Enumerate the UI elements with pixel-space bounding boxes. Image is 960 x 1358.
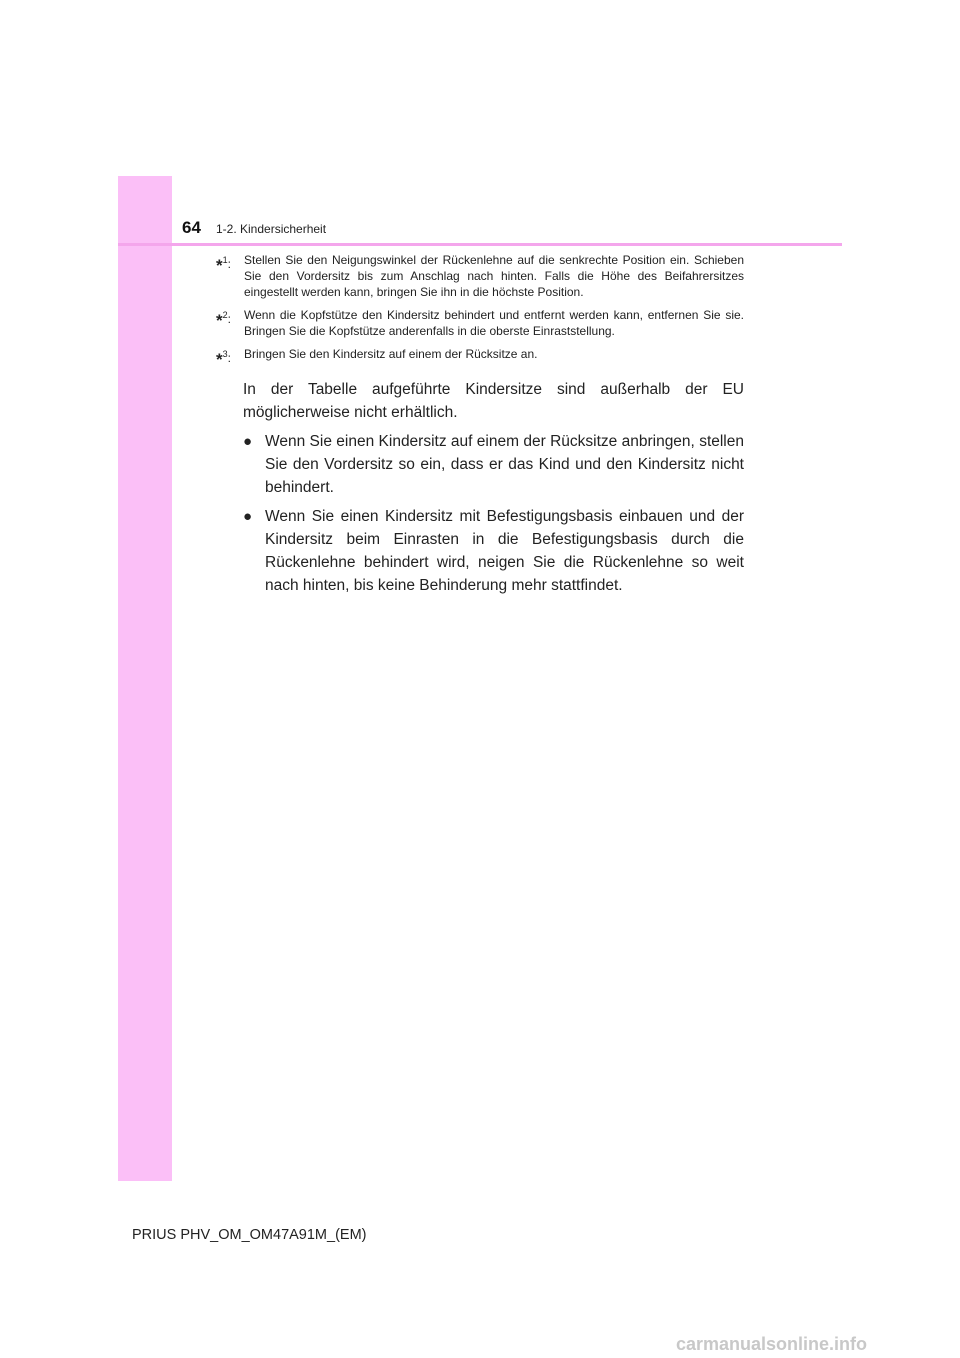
bullet-dot-icon: ● [243,508,253,525]
bullet-item [243,505,744,597]
page-number: 64 [182,218,201,237]
page-content [216,252,744,597]
header-rule [118,243,842,246]
footnote-2 [216,307,744,339]
document-code: PRIUS PHV_OM_OM47A91M_(EM) [132,1227,367,1243]
section-title: 1-2. Kindersicherheit [216,222,327,236]
bullet-text: Wenn Sie einen Kindersitz auf einem der Rücksitze anbringen, stellen Sie den Vordersitz so ein, dass er das Kind und den Kindersitz nicht behindert. [265,433,744,496]
footnote-3 [216,346,744,369]
footnote-marker: *$^1$: [216,255,231,275]
footnote-marker: *$^2$: [216,310,231,330]
footnote-marker: *$^3$: [216,349,231,369]
bullet-item [243,430,744,499]
watermark-link[interactable]: carmanualsonline.info [676,1334,868,1354]
bullet-text: Wenn Sie einen Kindersitz mit Befestigungsbasis einbauen und der Kindersitz beim Einrasten in die Befestigungsbasis durch die Rückenlehne behindert wird, neigen Sie die Rückenlehne so weit nach hinten, bis keine Behinderung mehr stattfindet. [265,508,744,594]
side-tab-bar [118,176,172,1181]
footnote-text: Bringen Sie den Kindersitz auf einem der Rücksitze an. [244,347,538,361]
intro-paragraph: In der Tabelle aufgeführte Kindersitze sind außerhalb der EU möglicherweise nicht erhältlich. [243,381,744,421]
footnote-text: Wenn die Kopfstütze den Kindersitz behindert und entfernt werden kann, entfernen Sie sie. Bringen Sie die Kopfstütze anderenfalls in die oberste Einraststellung. [244,308,744,338]
bullet-dot-icon: ● [243,433,253,450]
footnote-text: Stellen Sie den Neigungswinkel der Rückenlehne auf die senkrechte Position ein. Schieben Sie den Vordersitz bis zum Anschlag nach hinten. Falls die Höhe des Beifahrersitzes eingestellt werden kann, bringen Sie ihn in die höchste Position. [244,253,744,299]
footnote-1 [216,252,744,300]
